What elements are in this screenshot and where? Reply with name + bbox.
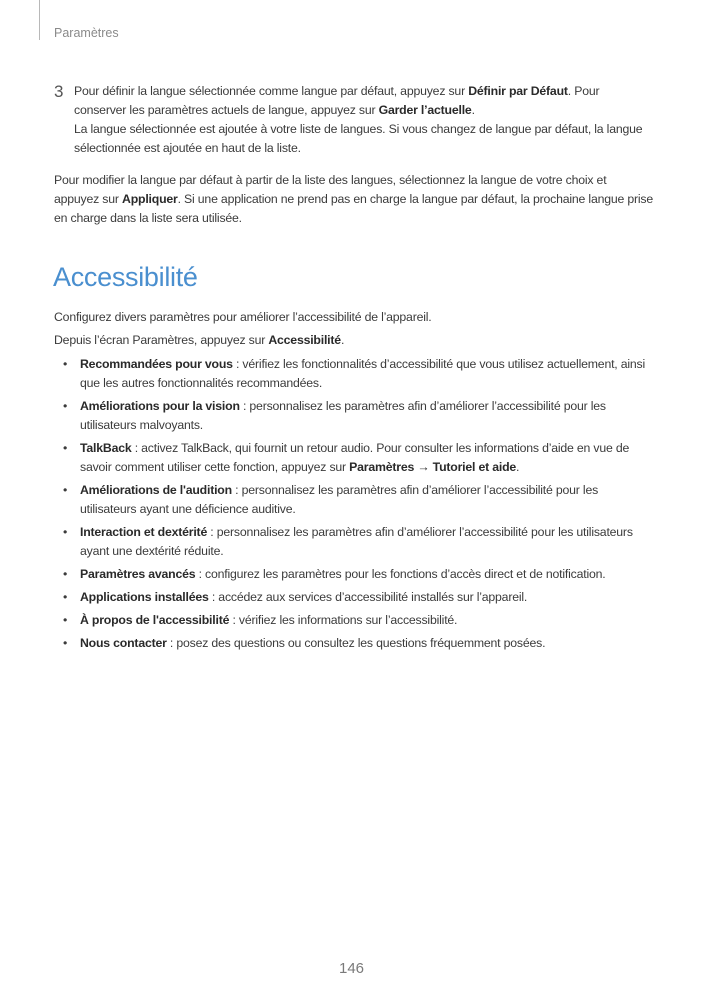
modify-language-paragraph: Pour modifier la langue par défaut à partir de la liste des langues, sélectionnez la langue de votre choix et appuyez sur Appliquer. Si une application ne prend pas en charge la langue par défaut, la prochaine langue prise en charge dans la liste sera utilisée. (54, 173, 654, 225)
step-3 (54, 82, 654, 158)
set-default-term: Définir par Défaut (468, 84, 568, 98)
section-heading: Accessibilité (53, 262, 198, 292)
step-body (74, 82, 654, 158)
accessibility-options-list (54, 355, 654, 657)
keep-current-term: Garder l’actuelle (378, 103, 472, 117)
list-item: • Améliorations de l'audition : personnalisez les paramètres afin d’améliorer l’accessibilité pour les utilisateurs ayant une déficience auditive. (63, 483, 599, 516)
bullet-icon: • (63, 567, 68, 581)
accessibility-path: Depuis l’écran Paramètres, appuyez sur Accessibilité. (54, 333, 345, 347)
accessibility-term: Accessibilité (268, 333, 341, 347)
list-item: • À propos de l'accessibilité : vérifiez les informations sur l’accessibilité. (54, 611, 654, 630)
bullet-icon: • (63, 357, 68, 371)
list-item: • Interaction et dextérité : personnalisez les paramètres afin d’améliorer l’accessibilité pour les utilisateurs ayant une dextérité réduite. (63, 525, 633, 558)
section-label: Paramètres (54, 26, 119, 40)
bullet-icon: • (63, 590, 68, 604)
bullet-icon: • (63, 399, 68, 413)
accessibility-intro: Configurez divers paramètres pour améliorer l’accessibilité de l’appareil. (54, 310, 432, 324)
bullet-icon: • (63, 441, 68, 455)
list-item: • Paramètres avancés : configurez les paramètres pour les fonctions d’accès direct et de notification. (54, 565, 654, 584)
list-item: • Nous contacter : posez des questions ou consultez les questions fréquemment posées. (54, 634, 654, 653)
apply-term: Appliquer (122, 192, 178, 206)
list-item: • TalkBack : activez TalkBack, qui fournit un retour audio. Pour consulter les informations d’aide en vue de savoir comment utiliser cette fonction, appuyez sur Paramètres → Tutoriel et aide. (63, 441, 630, 474)
list-item: • Applications installées : accédez aux services d’accessibilité installés sur l’appareil. (54, 588, 654, 607)
list-item: • Recommandées pour vous : vérifiez les fonctionnalités d’accessibilité que vous utilisez actuellement, ainsi que les autres fonctionnalités recommandées. (63, 357, 646, 390)
bullet-icon: • (63, 525, 68, 539)
page-number: 146 (338, 960, 365, 977)
step-instruction: Pour définir la langue sélectionnée comme langue par défaut, appuyez sur Définir par Défaut. Pour conserver les paramètres actuels de langue, appuyez sur Garder l’actuelle. (74, 84, 600, 117)
bullet-icon: • (63, 613, 68, 627)
header-rule (39, 0, 40, 40)
step-note: La langue sélectionnée est ajoutée à votre liste de langues. Si vous changez de langue par défaut, la langue sélectionnée est ajoutée en haut de la liste. (74, 122, 643, 155)
step-number: 3 (54, 82, 64, 101)
bullet-icon: • (63, 636, 68, 650)
bullet-icon: • (63, 483, 68, 497)
list-item: • Améliorations pour la vision : personnalisez les paramètres afin d’améliorer l’accessibilité pour les utilisateurs malvoyants. (63, 399, 606, 432)
